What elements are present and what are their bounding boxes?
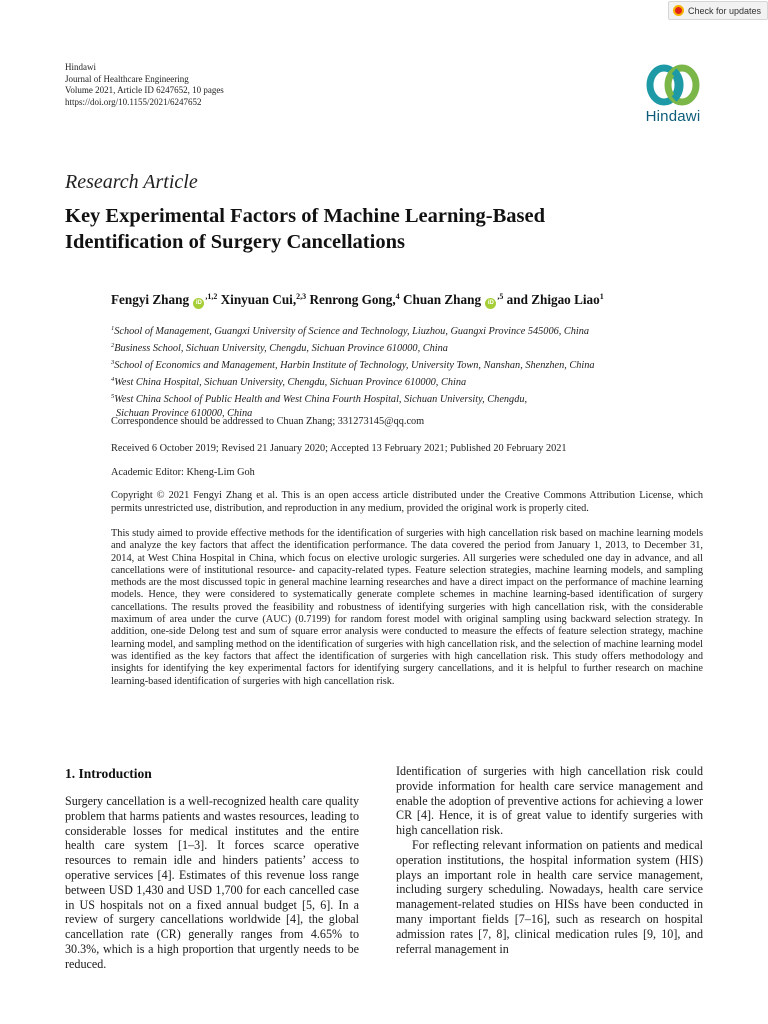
check-updates-label: Check for updates — [688, 5, 762, 16]
article-title — [65, 203, 685, 255]
logo-wordmark: Hindawi — [645, 108, 701, 125]
author-name[interactable]: and Zhigao Liao — [506, 292, 600, 307]
author-affiliation-ref: 1 — [599, 292, 604, 301]
academic-editor: Academic Editor: Kheng-Lim Goh — [111, 467, 255, 478]
check-for-updates-button[interactable] — [668, 1, 768, 20]
affiliation-item: $^4$West China Hospital, Sichuan University, Chengdu, Sichuan Province 610000, China — [111, 376, 467, 388]
orcid-icon[interactable]: iD — [193, 298, 204, 309]
doi-link[interactable]: https://doi.org/10.1155/2021/6247652 — [65, 96, 202, 107]
author-affiliation-ref: ,5 — [497, 292, 504, 301]
body-paragraph: Surgery cancellation is a well-recognized health care quality problem that harms patients and wastes resources, leading to considerable losses for medical institutes and the entire health care system [1–3]. It forces scarce operative resources to remain idle and hinders patients’ access to operative services [4]. Estimates of this revenue loss range between USD 1,430 and USD 1,700 for each cancelled case in US hospitals not on a fixed annual budget [5, 6]. In a review of surgery cancellations worldwide [4], the global cancellation rate (CR) generally ranges from 4.65% to 30.3%, which is a high proportion that urgently needs to be reduced. — [65, 794, 359, 971]
correspondence-line: Correspondence should be addressed to Chuan Zhang; 331273145@qq.com — [111, 416, 425, 427]
affiliation-item: $^3$School of Economics and Management, Harbin Institute of Technology, University Town, Nanshan, Shenzhen, China — [111, 359, 595, 371]
affiliation-item: $^5$West China School of Public Health and West China Fourth Hospital, Sichuan University, Chengdu, — [111, 393, 528, 405]
author-name[interactable]: Xinyuan Cui, — [220, 292, 297, 307]
body-column-right — [396, 764, 703, 956]
dates-line: Received 6 October 2019; Revised 21 January 2020; Accepted 13 February 2021; Published 20 February 2021 — [111, 443, 567, 454]
title-line: Key Experimental Factors of Machine Learning-Based — [65, 205, 545, 227]
author-name[interactable]: Fengyi Zhang — [111, 292, 190, 307]
title-line: Identification of Surgery Cancellations — [65, 231, 405, 253]
volume-info: Volume 2021, Article ID 6247652, 10 pages — [65, 85, 224, 95]
author-name[interactable]: Chuan Zhang — [402, 292, 482, 307]
affiliation-item: $^2$Business School, Sichuan University, Chengdu, Sichuan Province 610000, China — [111, 342, 448, 354]
body-paragraph: Identification of surgeries with high cancellation risk could provide information for health care service management and enable the adoption of preventive actions for achieving a lower CR [4]. Hence, it is of great value to identify surgeries with high cancellation risk. — [396, 764, 703, 838]
hindawi-logo — [635, 60, 711, 132]
author-affiliation-ref: 4 — [395, 292, 400, 301]
copyright-notice: Copyright © 2021 Fengyi Zhang et al. This is an open access article distributed under the Creative Commons Attribution License, which permits unrestricted use, distribution, and reproduction in any medium, provided the original work is properly cited. — [111, 490, 703, 514]
journal-meta — [65, 62, 224, 108]
hindawi-rings-icon — [644, 60, 702, 110]
affiliation-continuation: Sichuan Province 610000, China — [116, 408, 253, 419]
journal-name: Journal of Healthcare Engineering — [65, 73, 189, 84]
affiliation-item: $^1$School of Management, Guangxi University of Science and Technology, Liuzhou, Guangxi Province 545006, China — [111, 325, 590, 337]
author-affiliation-ref: ,1,2 — [205, 292, 218, 301]
article-type: Research Article — [65, 171, 198, 193]
orcid-icon[interactable]: iD — [485, 298, 496, 309]
check-updates-icon — [673, 5, 684, 16]
publisher-name: Hindawi — [65, 62, 96, 72]
affiliation-list — [111, 322, 595, 421]
abstract-text: This study aimed to provide effective methods for the identification of surgeries with high cancellation risk based on machine learning models and analyze the key factors that affect the identification performance. The data covered the period from January 1, 2013, to December 31, 2014, at West China Hospital in China, which focus on elective urologic surgeries. All surgeries were scheduled one day in advance, and all cancellations were of institutional resource- and capacity-related types. Feature selection strategies, machine learning models, and sampling methods are the most discussed topic in general machine learning researches and have a direct impact on the performance of machine learning models. Hence, they were considered to systematically generate complete schemes in machine learning-based identification of surgery cancellations. The results proved the feasibility and robustness of identifying surgeries with high cancellation risk, with the considerable maximum of area under the curve (AUC) (0.7199) for random forest model with original sampling using backward selection strategy. In addition, one-side Delong test and sum of square error analysis were conducted to measure the effects of feature selection strategy, machine learning model, and sampling method on the identification of surgeries with high cancellation risk, and the selection of machine learning model was identified as the key factors that affect the identification of surgeries with high cancellation risk. This study offers methodology and insights for identifying the key experimental factors for identifying surgery cancellations, and it is helpful to further research on machine learning-based identification of surgeries with high cancellation risk. — [111, 528, 703, 687]
body-paragraph: For reflecting relevant information on patients and medical operation institutions, the hospital information system (HIS) plays an important role in health care service management, including surgery scheduling. Nowadays, health care service management-related studies on HISs have been conducted in many important fields [7–16], such as research on hospital admission rates [7, 8], clinical medication rules [9, 10], and referral management in — [396, 837, 703, 956]
author-name[interactable]: Renrong Gong, — [309, 292, 396, 307]
author-affiliation-ref: 2,3 — [296, 292, 307, 301]
author-list — [111, 292, 604, 309]
section-heading-introduction: 1. Introduction — [65, 766, 152, 781]
body-column-left — [65, 794, 359, 972]
